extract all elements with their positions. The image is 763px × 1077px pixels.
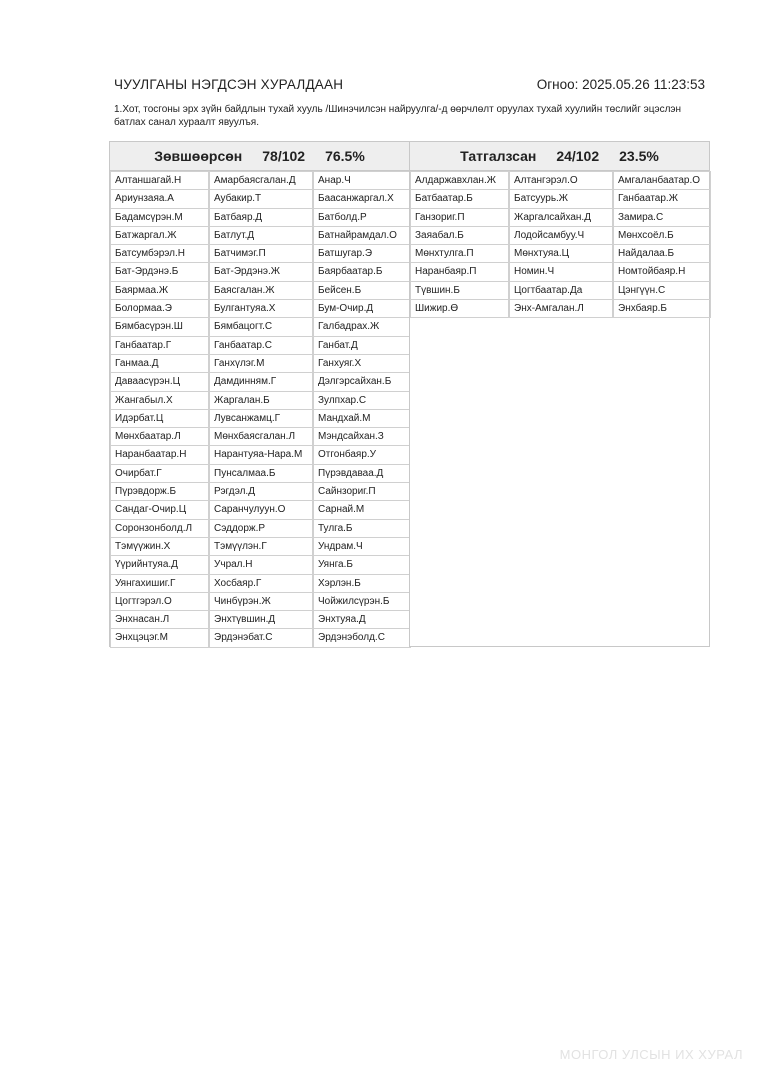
member-name-cell: Батчимэг.П: [210, 245, 312, 262]
member-name-cell: Ариунзаяа.А: [111, 190, 208, 207]
member-name-cell: Сарнай.М: [314, 501, 410, 518]
rejected-label: Татгалзсан: [460, 148, 537, 164]
member-name-cell: Шижир.Ө: [411, 300, 508, 317]
approved-label: Зөвшөөрсөн: [154, 148, 243, 164]
member-name-cell: Пүрэвдаваа.Д: [314, 465, 410, 482]
member-name-cell: Аубакир.Т: [210, 190, 312, 207]
member-name-cell: Идэрбат.Ц: [111, 410, 208, 427]
member-name-cell: Нарантуяа-Нара.М: [210, 446, 312, 463]
member-name-cell: Мөнхтулга.П: [411, 245, 508, 262]
approved-names-grid: [110, 171, 409, 647]
member-name-cell: Сайнзориг.П: [314, 483, 410, 500]
member-name-cell: Наранбаяр.П: [411, 263, 508, 280]
member-name-cell: Мөнхсоёл.Б: [614, 227, 710, 244]
member-name-cell: Дамдинням.Г: [210, 373, 312, 390]
member-name-cell: Тулга.Б: [314, 520, 410, 537]
member-name-cell: Энхтүвшин.Д: [210, 611, 312, 628]
member-name-cell: Мэндсайхан.З: [314, 428, 410, 445]
member-name-cell: Ганбаатар.С: [210, 337, 312, 354]
member-name-cell: Уянга.Б: [314, 556, 410, 573]
member-name-cell: Тэмүүлэн.Г: [210, 538, 312, 555]
member-name-cell: Бум-Очир.Д: [314, 300, 410, 317]
member-name-cell: Баярбаатар.Б: [314, 263, 410, 280]
member-name-cell: Энхтуяа.Д: [314, 611, 410, 628]
member-name-cell: Мөнхбаясгалан.Л: [210, 428, 312, 445]
member-name-cell: Мандхай.М: [314, 410, 410, 427]
member-name-cell: Мөнхтуяа.Ц: [510, 245, 612, 262]
rejected-panel: [409, 141, 710, 647]
approved-count: 78/102: [262, 148, 306, 164]
member-name-cell: Ганхүлэг.М: [210, 355, 312, 372]
member-name-cell: Замира.С: [614, 209, 710, 226]
member-name-cell: Энх-Амгалан.Л: [510, 300, 612, 317]
watermark: МОНГОЛ УЛСЫН ИХ ХУРАЛ: [559, 1047, 743, 1062]
member-name-cell: Ундрам.Ч: [314, 538, 410, 555]
member-name-cell: Сэддорж.Р: [210, 520, 312, 537]
member-name-cell: Түвшин.Б: [411, 282, 508, 299]
session-date: Огноо: 2025.05.26 11:23:53: [536, 77, 705, 92]
member-name-cell: Батсумбэрэл.Н: [111, 245, 208, 262]
member-name-cell: Чойжилсүрэн.Б: [314, 593, 410, 610]
member-name-cell: Бат-Эрдэнэ.Б: [111, 263, 208, 280]
member-name-cell: Чинбүрэн.Ж: [210, 593, 312, 610]
member-name-cell: Цогтгэрэл.О: [111, 593, 208, 610]
member-name-cell: Заяабал.Б: [411, 227, 508, 244]
member-name-cell: Хосбаяр.Г: [210, 575, 312, 592]
member-name-cell: Жангабыл.Х: [111, 392, 208, 409]
page-title: ЧУУЛГАНЫ НЭГДСЭН ХУРАЛДААН: [114, 77, 344, 92]
member-name-cell: Зулпхар.С: [314, 392, 410, 409]
member-name-cell: Даваасүрэн.Ц: [111, 373, 208, 390]
member-name-cell: Уянгахишиг.Г: [111, 575, 208, 592]
member-name-cell: Баясгалан.Ж: [210, 282, 312, 299]
member-name-cell: Бейсен.Б: [314, 282, 410, 299]
member-name-cell: Батбаатар.Б: [411, 190, 508, 207]
member-name-cell: Энхцэцэг.М: [111, 629, 208, 646]
member-name-cell: Сандаг-Очир.Ц: [111, 501, 208, 518]
member-name-cell: Ганбат.Д: [314, 337, 410, 354]
member-name-cell: Цогтбаатар.Да: [510, 282, 612, 299]
member-name-cell: Ганбаатар.Г: [111, 337, 208, 354]
member-name-cell: Жаргалсайхан.Д: [510, 209, 612, 226]
member-name-cell: Бямбасүрэн.Ш: [111, 318, 208, 335]
member-name-cell: Бат-Эрдэнэ.Ж: [210, 263, 312, 280]
member-name-cell: Алтангэрэл.О: [510, 172, 612, 189]
member-name-cell: Соронзонболд.Л: [111, 520, 208, 537]
member-name-cell: Пүрэвдорж.Б: [111, 483, 208, 500]
member-name-cell: Алтаншагай.Н: [111, 172, 208, 189]
member-name-cell: Болормаа.Э: [111, 300, 208, 317]
member-name-cell: Баасанжаргал.Х: [314, 190, 410, 207]
member-name-cell: Учрал.Н: [210, 556, 312, 573]
member-name-cell: Батлут.Д: [210, 227, 312, 244]
member-name-cell: Ганмаа.Д: [111, 355, 208, 372]
member-name-cell: Ганзориг.П: [411, 209, 508, 226]
member-name-cell: Эрдэнэболд.С: [314, 629, 410, 646]
member-name-cell: Пунсалмаа.Б: [210, 465, 312, 482]
member-name-cell: Батболд.Р: [314, 209, 410, 226]
member-name-cell: Номин.Ч: [510, 263, 612, 280]
member-name-cell: Лодойсамбуу.Ч: [510, 227, 612, 244]
rejected-count: 24/102: [556, 148, 600, 164]
member-name-cell: Батнайрамдал.О: [314, 227, 410, 244]
member-name-cell: Очирбат.Г: [111, 465, 208, 482]
member-name-cell: Амгаланбаатар.О: [614, 172, 710, 189]
member-name-cell: Наранбаатар.Н: [111, 446, 208, 463]
member-name-cell: Анар.Ч: [314, 172, 410, 189]
member-name-cell: Булгантуяа.Х: [210, 300, 312, 317]
member-name-cell: Үүрийнтуяа.Д: [111, 556, 208, 573]
member-name-cell: Ганбаатар.Ж: [614, 190, 710, 207]
member-name-cell: Энхнасан.Л: [111, 611, 208, 628]
member-name-cell: Жаргалан.Б: [210, 392, 312, 409]
member-name-cell: Алдаржавхлан.Ж: [411, 172, 508, 189]
approved-header: [110, 142, 409, 171]
member-name-cell: Батбаяр.Д: [210, 209, 312, 226]
member-name-cell: Бямбацогт.С: [210, 318, 312, 335]
member-name-cell: Батжаргал.Ж: [111, 227, 208, 244]
rejected-names-grid: [410, 171, 709, 317]
approved-panel: [109, 141, 410, 647]
member-name-cell: Баярмаа.Ж: [111, 282, 208, 299]
member-name-cell: Найдалаа.Б: [614, 245, 710, 262]
member-name-cell: Отгонбаяр.У: [314, 446, 410, 463]
member-name-cell: Хэрлэн.Б: [314, 575, 410, 592]
member-name-cell: Саранчулуун.О: [210, 501, 312, 518]
member-name-cell: Дэлгэрсайхан.Б: [314, 373, 410, 390]
member-name-cell: Мөнхбаатар.Л: [111, 428, 208, 445]
member-name-cell: Рэгдэл.Д: [210, 483, 312, 500]
member-name-cell: Амарбаясгалан.Д: [210, 172, 312, 189]
rejected-header: [410, 142, 709, 171]
member-name-cell: Тэмүүжин.Х: [111, 538, 208, 555]
member-name-cell: Батсуурь.Ж: [510, 190, 612, 207]
member-name-cell: Энхбаяр.Б: [614, 300, 710, 317]
rejected-percent: 23.5%: [619, 148, 659, 164]
member-name-cell: Цэнгүүн.С: [614, 282, 710, 299]
member-name-cell: Эрдэнэбат.С: [210, 629, 312, 646]
member-name-cell: Ганхуяг.Х: [314, 355, 410, 372]
member-name-cell: Бадамсүрэн.М: [111, 209, 208, 226]
member-name-cell: Батшугар.Э: [314, 245, 410, 262]
vote-description: 1.Хот, тосгоны эрх зүйн байдлын тухай хууль /Шинэчилсэн найруулга/-д өөрчлөлт оруулах тухай хуулийн төслийг эцэслэн батлах санал хураалт явуулъя.: [114, 104, 682, 128]
member-name-cell: Галбадрах.Ж: [314, 318, 410, 335]
member-name-cell: Номтойбаяр.Н: [614, 263, 710, 280]
approved-percent: 76.5%: [325, 148, 365, 164]
member-name-cell: Лувсанжамц.Г: [210, 410, 312, 427]
